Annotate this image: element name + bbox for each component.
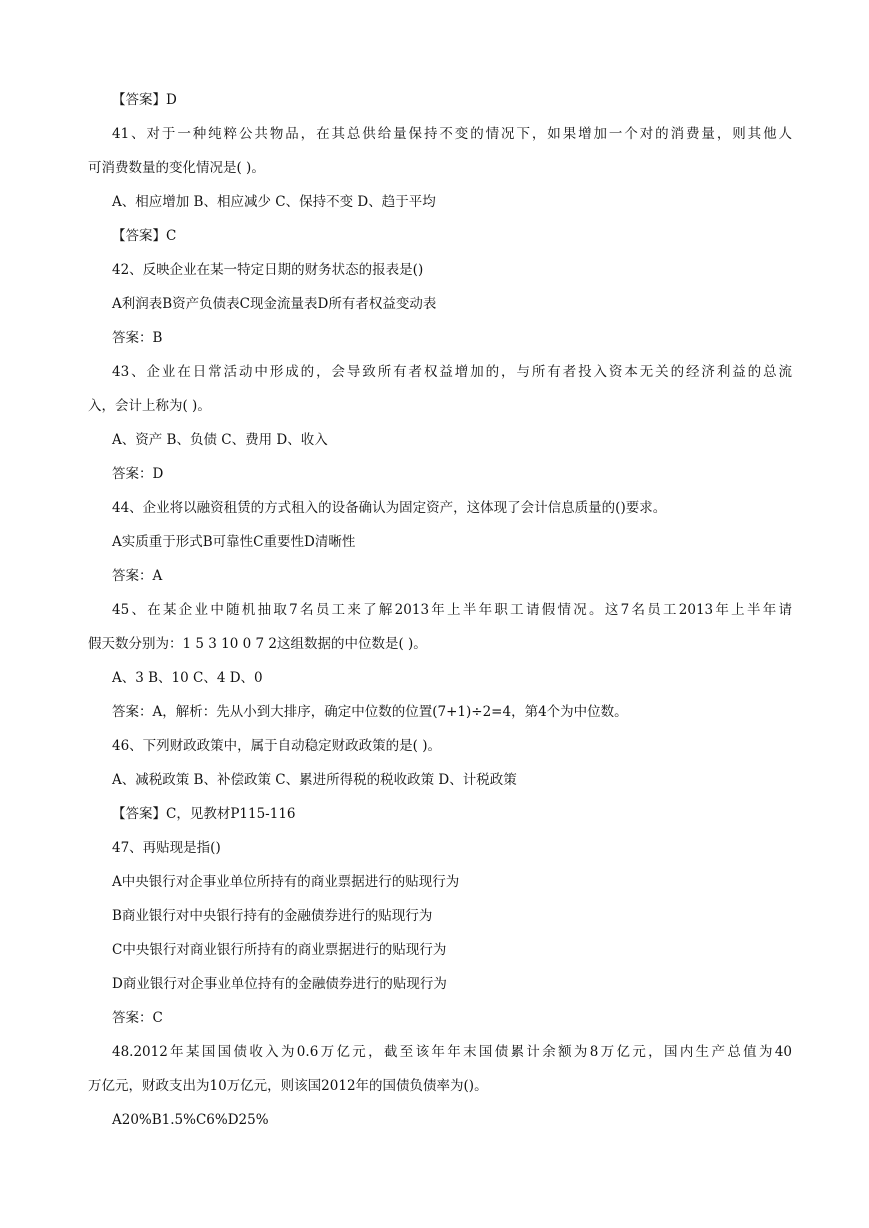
question-48-line-1: 48.2012年某国国债收入为0.6万亿元，截至该年年末国债累计余额为8万亿元，国内生产总值为40 — [112, 1044, 792, 1060]
answer-41: 【答案】C — [112, 228, 177, 244]
answer-43: 答案：D — [112, 466, 164, 482]
option-47-a: A中央银行对企事业单位所持有的商业票据进行的贴现行为 — [112, 874, 460, 890]
options-48: A20%B1.5%C6%D25% — [112, 1112, 269, 1128]
answer-44: 答案：A — [112, 568, 163, 584]
question-46: 46、下列财政政策中，属于自动稳定财政政策的是( )。 — [112, 738, 442, 754]
options-41: A、相应增加 B、相应减少 C、保持不变 D、趋于平均 — [112, 194, 436, 210]
question-47: 47、再贴现是指() — [112, 840, 221, 856]
options-46: A、减税政策 B、补偿政策 C、累进所得税的税收政策 D、计税政策 — [112, 772, 517, 788]
answer-46: 【答案】C，见教材P115-116 — [112, 806, 296, 822]
option-47-b: B商业银行对中央银行持有的金融债券进行的贴现行为 — [112, 908, 433, 924]
answer-42: 答案：B — [112, 330, 163, 346]
question-45-line-1: 45、在某企业中随机抽取7名员工来了解2013年上半年职工请假情况。这7名员工2013年上半年请 — [112, 602, 792, 618]
answer-40: 【答案】D — [112, 92, 177, 108]
question-43-line-1: 43、企业在日常活动中形成的，会导致所有者权益增加的，与所有者投入资本无关的经济利益的总流 — [112, 364, 792, 380]
question-42: 42、反映企业在某一特定日期的财务状态的报表是() — [112, 262, 424, 278]
question-41-line-2: 可消费数量的变化情况是( )。 — [88, 160, 265, 176]
options-43: A、资产 B、负债 C、费用 D、收入 — [112, 432, 328, 448]
question-48-line-2: 万亿元，财政支出为10万亿元，则该国2012年的国债负债率为()。 — [88, 1078, 488, 1094]
answer-45: 答案：A，解析：先从小到大排序，确定中位数的位置(7+1)÷2=4，第4个为中位数。 — [112, 704, 628, 720]
options-45: A、3 B、10 C、4 D、0 — [112, 670, 263, 686]
option-47-d: D商业银行对企事业单位持有的金融债券进行的贴现行为 — [112, 976, 447, 992]
option-47-c: C中央银行对商业银行所持有的商业票据进行的贴现行为 — [112, 942, 447, 958]
question-44: 44、企业将以融资租赁的方式租入的设备确认为固定资产，这体现了会计信息质量的()要求。 — [112, 500, 667, 516]
options-42: A利润表B资产负债表C现金流量表D所有者权益变动表 — [112, 296, 437, 312]
question-45-line-2: 假天数分别为：1 5 3 10 0 7 2这组数据的中位数是( )。 — [88, 636, 427, 652]
question-43-line-2: 入，会计上称为( )。 — [88, 398, 211, 414]
options-44: A实质重于形式B可靠性C重要性D清晰性 — [112, 534, 356, 550]
question-41-line-1: 41、对于一种纯粹公共物品，在其总供给量保持不变的情况下，如果增加一个对的消费量，则其他人 — [112, 126, 792, 142]
answer-47: 答案：C — [112, 1010, 163, 1026]
